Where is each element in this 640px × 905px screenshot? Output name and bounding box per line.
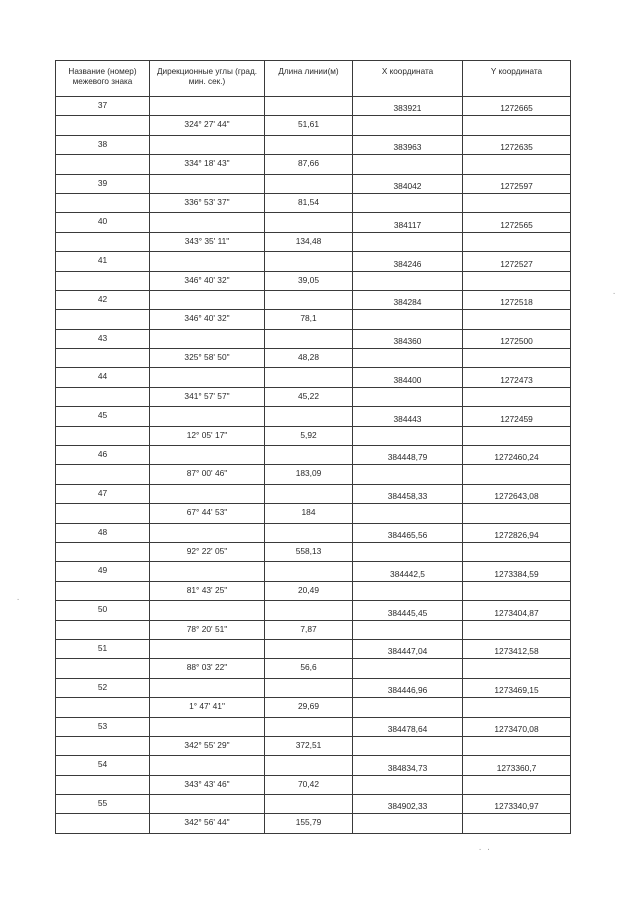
point-y: 1272500 bbox=[463, 330, 571, 349]
point-y: 1273469,15 bbox=[463, 679, 571, 698]
header-x: X координата bbox=[353, 61, 463, 97]
empty-cell bbox=[56, 272, 150, 291]
empty-cell bbox=[463, 737, 571, 756]
segment-angle: 343° 43' 46" bbox=[150, 776, 265, 795]
point-name: 47 bbox=[56, 485, 150, 504]
empty-cell bbox=[463, 543, 571, 562]
table-row bbox=[56, 194, 571, 213]
table-row bbox=[56, 175, 571, 194]
header-length: Длина линии(м) bbox=[265, 61, 353, 97]
point-name: 49 bbox=[56, 562, 150, 581]
point-x: 384360 bbox=[353, 330, 463, 349]
point-x: 384400 bbox=[353, 368, 463, 387]
empty-cell bbox=[150, 136, 265, 155]
empty-cell bbox=[463, 116, 571, 135]
point-y: 1272473 bbox=[463, 368, 571, 387]
empty-cell bbox=[56, 621, 150, 640]
table-row bbox=[56, 795, 571, 814]
empty-cell bbox=[150, 213, 265, 232]
empty-cell bbox=[265, 291, 353, 310]
table-row bbox=[56, 601, 571, 620]
segment-angle: 88° 03' 22" bbox=[150, 659, 265, 678]
point-name: 37 bbox=[56, 97, 150, 116]
point-name: 41 bbox=[56, 252, 150, 271]
point-x: 384443 bbox=[353, 407, 463, 426]
point-name: 44 bbox=[56, 368, 150, 387]
table-row bbox=[56, 756, 571, 775]
empty-cell bbox=[150, 407, 265, 426]
point-y: 1273404,87 bbox=[463, 601, 571, 620]
segment-length: 81,54 bbox=[265, 194, 353, 213]
table-row bbox=[56, 272, 571, 291]
empty-cell bbox=[56, 194, 150, 213]
table-row bbox=[56, 155, 571, 174]
empty-cell bbox=[463, 194, 571, 213]
header-y: Y координата bbox=[463, 61, 571, 97]
point-y: 1273360,7 bbox=[463, 756, 571, 775]
empty-cell bbox=[463, 427, 571, 446]
empty-cell bbox=[150, 368, 265, 387]
empty-cell bbox=[353, 155, 463, 174]
empty-cell bbox=[56, 776, 150, 795]
empty-cell bbox=[353, 737, 463, 756]
empty-cell bbox=[353, 272, 463, 291]
empty-cell bbox=[463, 504, 571, 523]
empty-cell bbox=[265, 601, 353, 620]
empty-cell bbox=[353, 233, 463, 252]
point-name: 42 bbox=[56, 291, 150, 310]
table-row bbox=[56, 718, 571, 737]
empty-cell bbox=[150, 795, 265, 814]
header-angle: Дирекционные углы (град. мин. сек.) bbox=[150, 61, 265, 97]
table-row bbox=[56, 252, 571, 271]
table-row bbox=[56, 814, 571, 833]
point-x: 384042 bbox=[353, 175, 463, 194]
empty-cell bbox=[150, 524, 265, 543]
empty-cell bbox=[265, 756, 353, 775]
empty-cell bbox=[463, 349, 571, 368]
table-row bbox=[56, 427, 571, 446]
table-row bbox=[56, 97, 571, 116]
table-row bbox=[56, 388, 571, 407]
empty-cell bbox=[265, 330, 353, 349]
empty-cell bbox=[56, 582, 150, 601]
table-row bbox=[56, 659, 571, 678]
point-y: 1273412,58 bbox=[463, 640, 571, 659]
table-row bbox=[56, 368, 571, 387]
segment-length: 29,69 bbox=[265, 698, 353, 717]
segment-angle: 346° 40' 32" bbox=[150, 310, 265, 329]
empty-cell bbox=[150, 640, 265, 659]
segment-angle: 342° 56' 44" bbox=[150, 814, 265, 833]
table-row bbox=[56, 291, 571, 310]
empty-cell bbox=[265, 446, 353, 465]
segment-angle: 81° 43' 25" bbox=[150, 582, 265, 601]
point-y: 1272597 bbox=[463, 175, 571, 194]
empty-cell bbox=[265, 252, 353, 271]
empty-cell bbox=[265, 97, 353, 116]
point-x: 384246 bbox=[353, 252, 463, 271]
empty-cell bbox=[56, 814, 150, 833]
empty-cell bbox=[353, 776, 463, 795]
table-header bbox=[56, 61, 571, 97]
empty-cell bbox=[150, 756, 265, 775]
table-body bbox=[56, 97, 571, 834]
point-name: 39 bbox=[56, 175, 150, 194]
empty-cell bbox=[265, 524, 353, 543]
table-row bbox=[56, 485, 571, 504]
point-y: 1273470,08 bbox=[463, 718, 571, 737]
point-x: 384445,45 bbox=[353, 601, 463, 620]
empty-cell bbox=[463, 698, 571, 717]
point-name: 51 bbox=[56, 640, 150, 659]
segment-angle: 341° 57' 57" bbox=[150, 388, 265, 407]
segment-angle: 67° 44' 53" bbox=[150, 504, 265, 523]
empty-cell bbox=[463, 659, 571, 678]
empty-cell bbox=[353, 388, 463, 407]
point-name: 40 bbox=[56, 213, 150, 232]
table-row bbox=[56, 776, 571, 795]
table-row bbox=[56, 233, 571, 252]
table-row bbox=[56, 504, 571, 523]
empty-cell bbox=[56, 233, 150, 252]
empty-cell bbox=[56, 349, 150, 368]
empty-cell bbox=[463, 310, 571, 329]
header-name: Название (номер) межевого знака bbox=[56, 61, 150, 97]
point-y: 1272635 bbox=[463, 136, 571, 155]
segment-length: 70,42 bbox=[265, 776, 353, 795]
point-name: 45 bbox=[56, 407, 150, 426]
point-y: 1272643,08 bbox=[463, 485, 571, 504]
point-x: 384478,64 bbox=[353, 718, 463, 737]
table-row bbox=[56, 524, 571, 543]
point-y: 1272518 bbox=[463, 291, 571, 310]
empty-cell bbox=[353, 698, 463, 717]
empty-cell bbox=[56, 427, 150, 446]
empty-cell bbox=[56, 465, 150, 484]
empty-cell bbox=[463, 388, 571, 407]
empty-cell bbox=[56, 698, 150, 717]
table-row bbox=[56, 582, 571, 601]
empty-cell bbox=[353, 427, 463, 446]
segment-length: 45,22 bbox=[265, 388, 353, 407]
empty-cell bbox=[265, 640, 353, 659]
point-x: 384902,33 bbox=[353, 795, 463, 814]
empty-cell bbox=[56, 543, 150, 562]
table-row bbox=[56, 136, 571, 155]
empty-cell bbox=[150, 679, 265, 698]
point-x: 384465,56 bbox=[353, 524, 463, 543]
empty-cell bbox=[56, 116, 150, 135]
coordinates-table bbox=[55, 60, 571, 834]
segment-length: 39,05 bbox=[265, 272, 353, 291]
scan-speck: · bbox=[16, 596, 21, 604]
empty-cell bbox=[265, 407, 353, 426]
empty-cell bbox=[353, 194, 463, 213]
table-row bbox=[56, 310, 571, 329]
point-x: 384446,96 bbox=[353, 679, 463, 698]
table-row bbox=[56, 679, 571, 698]
empty-cell bbox=[56, 504, 150, 523]
empty-cell bbox=[56, 155, 150, 174]
empty-cell bbox=[56, 388, 150, 407]
empty-cell bbox=[353, 814, 463, 833]
segment-length: 51,61 bbox=[265, 116, 353, 135]
empty-cell bbox=[150, 330, 265, 349]
segment-angle: 1° 47' 41" bbox=[150, 698, 265, 717]
point-y: 1272826,94 bbox=[463, 524, 571, 543]
empty-cell bbox=[353, 582, 463, 601]
scan-speck: · bbox=[612, 290, 617, 298]
segment-length: 372,51 bbox=[265, 737, 353, 756]
empty-cell bbox=[56, 310, 150, 329]
point-x: 384117 bbox=[353, 213, 463, 232]
empty-cell bbox=[463, 776, 571, 795]
point-y: 1272460,24 bbox=[463, 446, 571, 465]
empty-cell bbox=[56, 659, 150, 678]
point-x: 384284 bbox=[353, 291, 463, 310]
table-row bbox=[56, 543, 571, 562]
table-row bbox=[56, 465, 571, 484]
table-row bbox=[56, 349, 571, 368]
empty-cell bbox=[353, 543, 463, 562]
empty-cell bbox=[265, 718, 353, 737]
point-x: 384447,04 bbox=[353, 640, 463, 659]
empty-cell bbox=[150, 601, 265, 620]
empty-cell bbox=[150, 175, 265, 194]
point-x: 384458,33 bbox=[353, 485, 463, 504]
table-row bbox=[56, 446, 571, 465]
segment-length: 20,49 bbox=[265, 582, 353, 601]
empty-cell bbox=[56, 737, 150, 756]
point-x: 383963 bbox=[353, 136, 463, 155]
empty-cell bbox=[265, 562, 353, 581]
point-x: 384834,73 bbox=[353, 756, 463, 775]
scan-speck: · · bbox=[478, 846, 491, 854]
empty-cell bbox=[150, 718, 265, 737]
empty-cell bbox=[463, 465, 571, 484]
point-y: 1272665 bbox=[463, 97, 571, 116]
empty-cell bbox=[150, 252, 265, 271]
point-name: 38 bbox=[56, 136, 150, 155]
segment-angle: 325° 58' 50" bbox=[150, 349, 265, 368]
table-row bbox=[56, 213, 571, 232]
empty-cell bbox=[150, 446, 265, 465]
point-name: 55 bbox=[56, 795, 150, 814]
point-name: 46 bbox=[56, 446, 150, 465]
table-row bbox=[56, 621, 571, 640]
segment-length: 558,13 bbox=[265, 543, 353, 562]
empty-cell bbox=[463, 233, 571, 252]
table-row bbox=[56, 407, 571, 426]
empty-cell bbox=[353, 116, 463, 135]
table-row bbox=[56, 698, 571, 717]
segment-angle: 334° 18' 43" bbox=[150, 155, 265, 174]
table-row bbox=[56, 330, 571, 349]
empty-cell bbox=[265, 368, 353, 387]
empty-cell bbox=[265, 213, 353, 232]
table-row bbox=[56, 640, 571, 659]
segment-length: 7,87 bbox=[265, 621, 353, 640]
point-y: 1272459 bbox=[463, 407, 571, 426]
segment-length: 134,48 bbox=[265, 233, 353, 252]
point-y: 1272565 bbox=[463, 213, 571, 232]
table-row bbox=[56, 562, 571, 581]
segment-length: 183,09 bbox=[265, 465, 353, 484]
empty-cell bbox=[353, 621, 463, 640]
empty-cell bbox=[353, 659, 463, 678]
point-name: 52 bbox=[56, 679, 150, 698]
segment-angle: 78° 20' 51" bbox=[150, 621, 265, 640]
segment-length: 56,6 bbox=[265, 659, 353, 678]
segment-length: 155,79 bbox=[265, 814, 353, 833]
point-name: 48 bbox=[56, 524, 150, 543]
empty-cell bbox=[265, 679, 353, 698]
segment-length: 48,28 bbox=[265, 349, 353, 368]
segment-angle: 346° 40' 32" bbox=[150, 272, 265, 291]
empty-cell bbox=[150, 485, 265, 504]
empty-cell bbox=[265, 136, 353, 155]
point-y: 1272527 bbox=[463, 252, 571, 271]
empty-cell bbox=[463, 272, 571, 291]
empty-cell bbox=[353, 310, 463, 329]
empty-cell bbox=[150, 97, 265, 116]
segment-angle: 87° 00' 46" bbox=[150, 465, 265, 484]
point-name: 54 bbox=[56, 756, 150, 775]
empty-cell bbox=[150, 291, 265, 310]
point-x: 384442,5 bbox=[353, 562, 463, 581]
segment-angle: 342° 55' 29" bbox=[150, 737, 265, 756]
empty-cell bbox=[353, 504, 463, 523]
point-name: 50 bbox=[56, 601, 150, 620]
segment-angle: 324° 27' 44" bbox=[150, 116, 265, 135]
empty-cell bbox=[265, 485, 353, 504]
point-name: 53 bbox=[56, 718, 150, 737]
segment-angle: 343° 35' 11" bbox=[150, 233, 265, 252]
segment-length: 87,66 bbox=[265, 155, 353, 174]
empty-cell bbox=[353, 465, 463, 484]
segment-angle: 92° 22' 05" bbox=[150, 543, 265, 562]
empty-cell bbox=[463, 582, 571, 601]
empty-cell bbox=[265, 795, 353, 814]
empty-cell bbox=[150, 562, 265, 581]
segment-angle: 12° 05' 17" bbox=[150, 427, 265, 446]
segment-length: 78,1 bbox=[265, 310, 353, 329]
empty-cell bbox=[463, 814, 571, 833]
segment-length: 184 bbox=[265, 504, 353, 523]
segment-angle: 336° 53' 37" bbox=[150, 194, 265, 213]
empty-cell bbox=[463, 155, 571, 174]
table-row bbox=[56, 116, 571, 135]
point-y: 1273384,59 bbox=[463, 562, 571, 581]
empty-cell bbox=[265, 175, 353, 194]
table-row bbox=[56, 737, 571, 756]
point-x: 383921 bbox=[353, 97, 463, 116]
segment-length: 5,92 bbox=[265, 427, 353, 446]
empty-cell bbox=[353, 349, 463, 368]
point-name: 43 bbox=[56, 330, 150, 349]
point-x: 384448,79 bbox=[353, 446, 463, 465]
empty-cell bbox=[463, 621, 571, 640]
point-y: 1273340,97 bbox=[463, 795, 571, 814]
